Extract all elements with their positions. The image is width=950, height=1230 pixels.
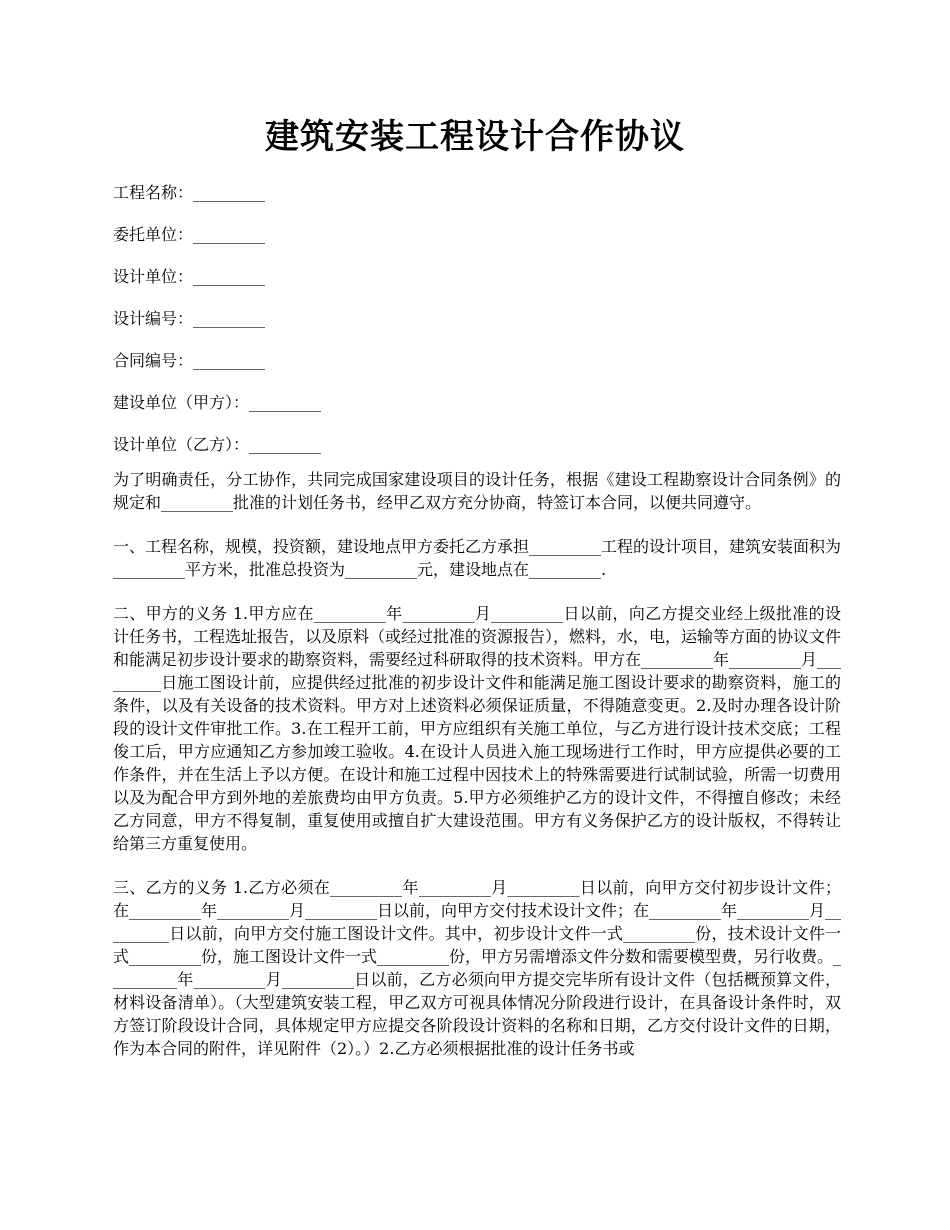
field-label: 建设单位（甲方）： — [113, 393, 250, 412]
field-client-unit — [113, 220, 843, 250]
header-fields — [113, 178, 843, 472]
section-2-paragraph: 二、甲方的义务 1.甲方应在_________年_________月_________日以前，向乙方提交业经上级批准的设计任务书，工程选址报告，以及原料（或经过批准的资源报告），燃料，水，电，运输等方面的协议文件和能满足初步设计要求的勘察资料，需要经过科研取得的技术资料。甲方在_________年_________月_________日施工图设计前，应提供经过批准的初步设计文件和能满足施工图设计要求的勘察资料，施工的条件，以及有关设备的技术资料。甲方对上述资料必须保证质量，不得随意变更。2.及时办理各设计阶段的设计文件审批工作。3.在工程开工前，甲方应组织有关施工单位，与乙方进行设计技术交底；工程俊工后，甲方应通知乙方参加竣工验收。4.在设计人员进入施工现场进行工作时，甲方应提供必要的工作条件，并在生活上予以方便。在设计和施工过程中因技术上的特殊需要进行试制试验，所需一切费用以及为配合甲方到外地的差旅费均由甲方负责。5.甲方必须维护乙方的设计文件，不得擅自修改；未经乙方同意，甲方不得复制，重复使用或擅自扩大建设范围。甲方有义务保护乙方的设计版权，不得转让给第三方重复使用。 — [113, 604, 842, 853]
field-label: 设计单位（乙方）： — [113, 435, 250, 454]
field-contract-number — [113, 346, 843, 376]
field-blank: _________ — [193, 309, 266, 328]
field-design-unit — [113, 262, 843, 292]
section-3-paragraph: 三、乙方的义务 1.乙方必须在_________年_________月_________日以前，向甲方交付初步设计文件；在_________年_________月_________日以前，向甲方交付技术设计文件；在_________年_________月_________日以前，向甲方交付施工图设计文件。其中，初步设计文件一式_________份，技术设计文件一式_________份，施工图设计文件一式_________份，甲方另需增添文件分数和需要模型费，另行收费。_________年_________月_________日以前，乙方必须向甲方提交完毕所有设计文件（包括概预算文件，材料设备清单）。（大型建筑安装工程，甲乙双方可视具体情况分阶段进行设计，在具备设计条件时，双方签订阶段设计合同，具体规定甲方应提交各阶段设计资料的名称和日期，乙方交付设计文件的日期，作为本合同的附件，详见附件（2）。）2.乙方必须根据批准的设计任务书或 — [113, 878, 842, 1058]
document-title: 建筑安装工程设计合作协议 — [265, 117, 685, 157]
field-label: 工程名称： — [113, 183, 194, 202]
field-project-name — [113, 178, 843, 208]
contract-body — [113, 468, 841, 1081]
section-1-paragraph: 一、工程名称，规模，投资额，建设地点甲方委托乙方承担_________工程的设计项目，建筑安装面积为_________平方米，批准总投资为_________元，建设地点在_________. — [113, 537, 842, 579]
field-party-b — [113, 430, 843, 460]
field-design-number — [113, 304, 843, 334]
field-label: 设计单位： — [113, 267, 194, 286]
field-blank: _________ — [193, 351, 266, 370]
field-label: 委托单位： — [113, 225, 194, 244]
field-blank: _________ — [249, 435, 322, 454]
field-blank: _________ — [249, 393, 322, 412]
field-party-a — [113, 388, 843, 418]
field-blank: _________ — [193, 225, 266, 244]
field-blank: _________ — [193, 183, 266, 202]
field-label: 合同编号： — [113, 351, 194, 370]
field-label: 设计编号： — [113, 309, 194, 328]
preamble-paragraph: 为了明确责任，分工协作，共同完成国家建设项目的设计任务，根据《建设工程勘察设计合同条例》的规定和_________批准的计划任务书，经甲乙双方充分协商，特签订本合同，以便共同遵守。 — [113, 470, 841, 512]
field-blank: _________ — [193, 267, 266, 286]
